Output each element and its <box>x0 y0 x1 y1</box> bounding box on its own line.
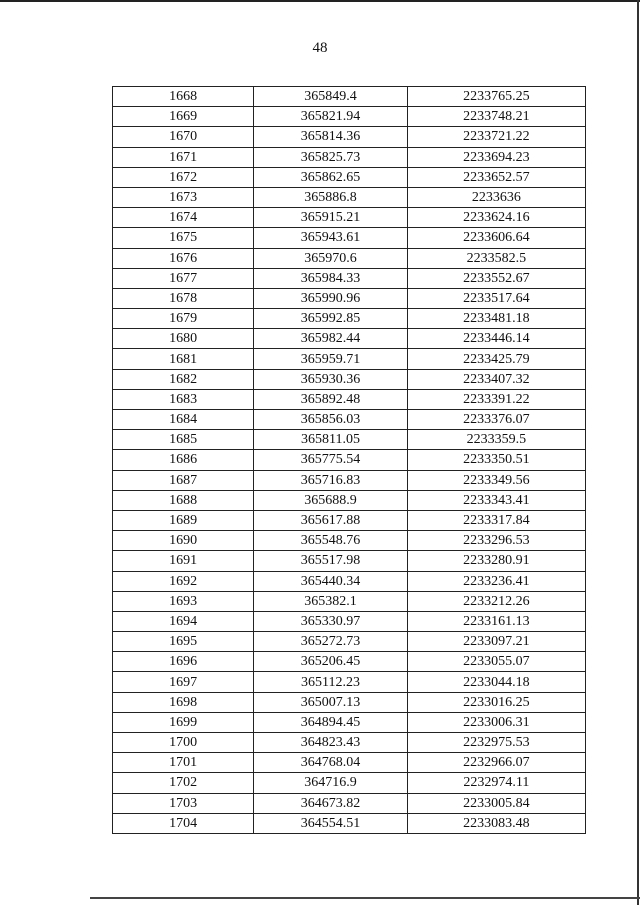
x-coordinate-cell: 365548.76 <box>254 531 407 551</box>
x-coordinate-cell: 365716.83 <box>254 470 407 490</box>
point-number-cell: 1699 <box>113 712 254 732</box>
point-number-cell: 1684 <box>113 410 254 430</box>
point-number-cell: 1674 <box>113 208 254 228</box>
x-coordinate-cell: 365892.48 <box>254 389 407 409</box>
point-number-cell: 1675 <box>113 228 254 248</box>
coordinates-table <box>112 86 586 834</box>
y-coordinate-cell: 2233582.5 <box>407 248 585 268</box>
table-row <box>113 349 586 369</box>
y-coordinate-cell: 2233694.23 <box>407 147 585 167</box>
table-row <box>113 591 586 611</box>
x-coordinate-cell: 365617.88 <box>254 510 407 530</box>
y-coordinate-cell: 2233236.41 <box>407 571 585 591</box>
table-row <box>113 288 586 308</box>
y-coordinate-cell: 2232975.53 <box>407 733 585 753</box>
x-coordinate-cell: 365886.8 <box>254 187 407 207</box>
table-row <box>113 167 586 187</box>
point-number-cell: 1677 <box>113 268 254 288</box>
table-row <box>113 672 586 692</box>
x-coordinate-cell: 365272.73 <box>254 632 407 652</box>
point-number-cell: 1686 <box>113 450 254 470</box>
table-row <box>113 107 586 127</box>
y-coordinate-cell: 2233624.16 <box>407 208 585 228</box>
y-coordinate-cell: 2233606.64 <box>407 228 585 248</box>
point-number-cell: 1698 <box>113 692 254 712</box>
table-row <box>113 410 586 430</box>
coordinates-table-body <box>113 87 586 834</box>
table-row <box>113 611 586 631</box>
y-coordinate-cell: 2233343.41 <box>407 490 585 510</box>
x-coordinate-cell: 365915.21 <box>254 208 407 228</box>
y-coordinate-cell: 2233359.5 <box>407 430 585 450</box>
point-number-cell: 1689 <box>113 510 254 530</box>
table-row <box>113 228 586 248</box>
table-row <box>113 470 586 490</box>
point-number-cell: 1678 <box>113 288 254 308</box>
x-coordinate-cell: 365990.96 <box>254 288 407 308</box>
table-row <box>113 632 586 652</box>
table-row <box>113 208 586 228</box>
x-coordinate-cell: 365775.54 <box>254 450 407 470</box>
point-number-cell: 1676 <box>113 248 254 268</box>
x-coordinate-cell: 364716.9 <box>254 773 407 793</box>
point-number-cell: 1695 <box>113 632 254 652</box>
point-number-cell: 1668 <box>113 87 254 107</box>
point-number-cell: 1702 <box>113 773 254 793</box>
table-row <box>113 369 586 389</box>
y-coordinate-cell: 2233407.32 <box>407 369 585 389</box>
y-coordinate-cell: 2232966.07 <box>407 753 585 773</box>
y-coordinate-cell: 2233376.07 <box>407 410 585 430</box>
y-coordinate-cell: 2233083.48 <box>407 813 585 833</box>
table-row <box>113 490 586 510</box>
x-coordinate-cell: 365984.33 <box>254 268 407 288</box>
scan-edge-right <box>637 0 639 905</box>
y-coordinate-cell: 2233517.64 <box>407 288 585 308</box>
point-number-cell: 1683 <box>113 389 254 409</box>
table-row <box>113 389 586 409</box>
x-coordinate-cell: 365856.03 <box>254 410 407 430</box>
point-number-cell: 1685 <box>113 430 254 450</box>
y-coordinate-cell: 2233636 <box>407 187 585 207</box>
point-number-cell: 1688 <box>113 490 254 510</box>
y-coordinate-cell: 2233044.18 <box>407 672 585 692</box>
table-row <box>113 147 586 167</box>
table-row <box>113 531 586 551</box>
point-number-cell: 1690 <box>113 531 254 551</box>
point-number-cell: 1704 <box>113 813 254 833</box>
y-coordinate-cell: 2233317.84 <box>407 510 585 530</box>
y-coordinate-cell: 2233652.57 <box>407 167 585 187</box>
point-number-cell: 1669 <box>113 107 254 127</box>
table-row <box>113 652 586 672</box>
x-coordinate-cell: 365862.65 <box>254 167 407 187</box>
x-coordinate-cell: 365959.71 <box>254 349 407 369</box>
page-number: 48 <box>312 40 328 56</box>
table-row <box>113 187 586 207</box>
point-number-cell: 1700 <box>113 733 254 753</box>
y-coordinate-cell: 2233280.91 <box>407 551 585 571</box>
y-coordinate-cell: 2233296.53 <box>407 531 585 551</box>
y-coordinate-cell: 2233006.31 <box>407 712 585 732</box>
x-coordinate-cell: 365330.97 <box>254 611 407 631</box>
table-row <box>113 450 586 470</box>
x-coordinate-cell: 365206.45 <box>254 652 407 672</box>
table-row <box>113 773 586 793</box>
x-coordinate-cell: 365930.36 <box>254 369 407 389</box>
x-coordinate-cell: 365821.94 <box>254 107 407 127</box>
point-number-cell: 1693 <box>113 591 254 611</box>
table-row <box>113 268 586 288</box>
table-row <box>113 571 586 591</box>
point-number-cell: 1694 <box>113 611 254 631</box>
y-coordinate-cell: 2233016.25 <box>407 692 585 712</box>
point-number-cell: 1696 <box>113 652 254 672</box>
y-coordinate-cell: 2233161.13 <box>407 611 585 631</box>
x-coordinate-cell: 365814.36 <box>254 127 407 147</box>
y-coordinate-cell: 2233425.79 <box>407 349 585 369</box>
x-coordinate-cell: 364894.45 <box>254 712 407 732</box>
point-number-cell: 1681 <box>113 349 254 369</box>
point-number-cell: 1679 <box>113 309 254 329</box>
x-coordinate-cell: 365517.98 <box>254 551 407 571</box>
table-row <box>113 733 586 753</box>
x-coordinate-cell: 365943.61 <box>254 228 407 248</box>
x-coordinate-cell: 365849.4 <box>254 87 407 107</box>
x-coordinate-cell: 365982.44 <box>254 329 407 349</box>
table-row <box>113 753 586 773</box>
x-coordinate-cell: 365825.73 <box>254 147 407 167</box>
y-coordinate-cell: 2233212.26 <box>407 591 585 611</box>
x-coordinate-cell: 364823.43 <box>254 733 407 753</box>
y-coordinate-cell: 2233097.21 <box>407 632 585 652</box>
point-number-cell: 1682 <box>113 369 254 389</box>
x-coordinate-cell: 365440.34 <box>254 571 407 591</box>
y-coordinate-cell: 2233349.56 <box>407 470 585 490</box>
point-number-cell: 1697 <box>113 672 254 692</box>
table-row <box>113 430 586 450</box>
table-row <box>113 692 586 712</box>
table-row <box>113 127 586 147</box>
table-row <box>113 248 586 268</box>
y-coordinate-cell: 2233446.14 <box>407 329 585 349</box>
table-row <box>113 329 586 349</box>
x-coordinate-cell: 365970.6 <box>254 248 407 268</box>
point-number-cell: 1673 <box>113 187 254 207</box>
point-number-cell: 1701 <box>113 753 254 773</box>
point-number-cell: 1687 <box>113 470 254 490</box>
y-coordinate-cell: 2232974.11 <box>407 773 585 793</box>
x-coordinate-cell: 364554.51 <box>254 813 407 833</box>
point-number-cell: 1680 <box>113 329 254 349</box>
y-coordinate-cell: 2233005.84 <box>407 793 585 813</box>
y-coordinate-cell: 2233350.51 <box>407 450 585 470</box>
y-coordinate-cell: 2233481.18 <box>407 309 585 329</box>
table-row <box>113 510 586 530</box>
scan-edge-bottom <box>90 897 640 899</box>
x-coordinate-cell: 365382.1 <box>254 591 407 611</box>
x-coordinate-cell: 364768.04 <box>254 753 407 773</box>
table-row <box>113 87 586 107</box>
y-coordinate-cell: 2233552.67 <box>407 268 585 288</box>
y-coordinate-cell: 2233721.22 <box>407 127 585 147</box>
y-coordinate-cell: 2233765.25 <box>407 87 585 107</box>
x-coordinate-cell: 365688.9 <box>254 490 407 510</box>
point-number-cell: 1692 <box>113 571 254 591</box>
x-coordinate-cell: 365007.13 <box>254 692 407 712</box>
y-coordinate-cell: 2233055.07 <box>407 652 585 672</box>
table-row <box>113 551 586 571</box>
table-row <box>113 793 586 813</box>
point-number-cell: 1703 <box>113 793 254 813</box>
scan-edge-top <box>0 0 640 2</box>
x-coordinate-cell: 364673.82 <box>254 793 407 813</box>
y-coordinate-cell: 2233748.21 <box>407 107 585 127</box>
point-number-cell: 1691 <box>113 551 254 571</box>
table-row <box>113 309 586 329</box>
x-coordinate-cell: 365992.85 <box>254 309 407 329</box>
table-row <box>113 712 586 732</box>
point-number-cell: 1670 <box>113 127 254 147</box>
point-number-cell: 1672 <box>113 167 254 187</box>
x-coordinate-cell: 365811.05 <box>254 430 407 450</box>
table-row <box>113 813 586 833</box>
x-coordinate-cell: 365112.23 <box>254 672 407 692</box>
point-number-cell: 1671 <box>113 147 254 167</box>
y-coordinate-cell: 2233391.22 <box>407 389 585 409</box>
